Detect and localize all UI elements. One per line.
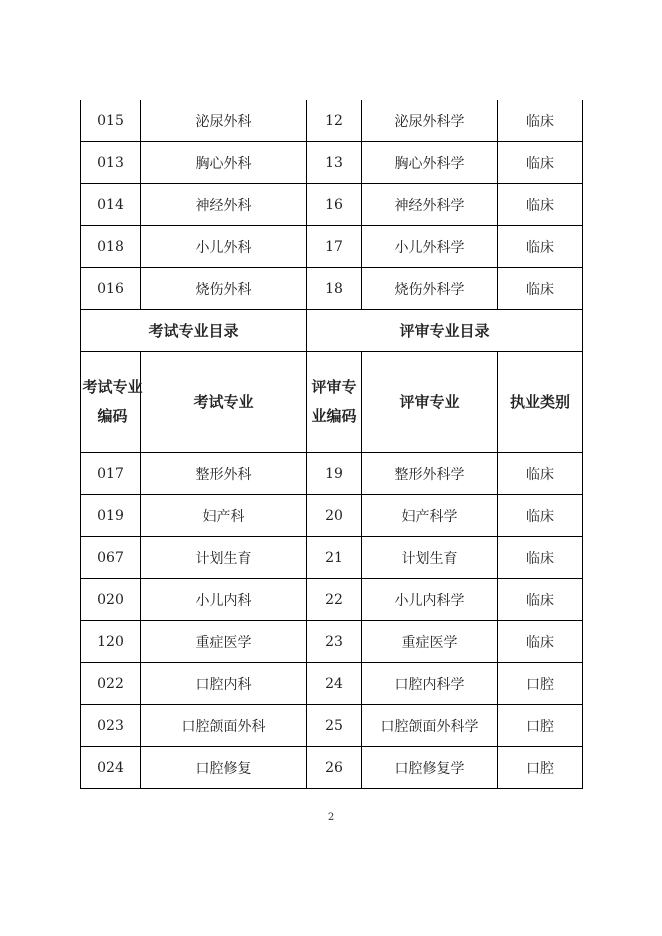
review-code-cell: 16 <box>307 184 362 226</box>
table-row <box>81 495 583 537</box>
review-major-cell: 烧伤外科学 <box>362 268 498 310</box>
exam-major-cell: 口腔内科 <box>141 663 307 705</box>
exam-major-cell: 整形外科 <box>141 453 307 495</box>
review-major-cell: 妇产科学 <box>362 495 498 537</box>
exam-major-cell: 泌尿外科 <box>141 100 307 142</box>
review-major-cell: 胸心外科学 <box>362 142 498 184</box>
category-cell: 临床 <box>498 453 583 495</box>
exam-code-cell: 015 <box>81 100 141 142</box>
exam-major-cell: 重症医学 <box>141 621 307 663</box>
review-major-cell: 口腔颌面外科学 <box>362 705 498 747</box>
header-exam-major: 考试专业 <box>141 352 307 453</box>
table-row <box>81 705 583 747</box>
category-cell: 口腔 <box>498 663 583 705</box>
category-cell: 临床 <box>498 268 583 310</box>
category-cell: 临床 <box>498 226 583 268</box>
header-exam-code-label: 考试专业编码 <box>82 378 143 425</box>
table-row <box>81 621 583 663</box>
page-number: 2 <box>327 812 335 823</box>
table-row <box>81 747 583 789</box>
category-cell: 临床 <box>498 184 583 226</box>
header-category: 执业类别 <box>498 352 583 453</box>
review-code-cell: 20 <box>307 495 362 537</box>
exam-major-cell: 小儿外科 <box>141 226 307 268</box>
section-title-row <box>81 310 583 352</box>
specialty-catalog-table <box>80 100 583 789</box>
exam-code-cell: 016 <box>81 268 141 310</box>
header-review-major: 评审专业 <box>362 352 498 453</box>
exam-code-cell: 020 <box>81 579 141 621</box>
review-code-cell: 23 <box>307 621 362 663</box>
table-row <box>81 579 583 621</box>
exam-code-cell: 014 <box>81 184 141 226</box>
exam-major-cell: 烧伤外科 <box>141 268 307 310</box>
table-row <box>81 142 583 184</box>
review-code-cell: 24 <box>307 663 362 705</box>
review-catalog-title: 评审专业目录 <box>307 310 583 352</box>
exam-major-cell: 神经外科 <box>141 184 307 226</box>
table-row <box>81 100 583 142</box>
category-cell: 临床 <box>498 142 583 184</box>
exam-code-cell: 013 <box>81 142 141 184</box>
exam-major-cell: 计划生育 <box>141 537 307 579</box>
exam-major-cell: 口腔颌面外科 <box>141 705 307 747</box>
review-code-cell: 19 <box>307 453 362 495</box>
header-review-code-label: 评审专业编码 <box>311 378 357 425</box>
category-cell: 临床 <box>498 537 583 579</box>
review-code-cell: 22 <box>307 579 362 621</box>
table-row <box>81 453 583 495</box>
review-major-cell: 小儿内科学 <box>362 579 498 621</box>
review-code-cell: 13 <box>307 142 362 184</box>
exam-major-cell: 妇产科 <box>141 495 307 537</box>
table-row <box>81 184 583 226</box>
review-code-cell: 17 <box>307 226 362 268</box>
category-cell: 临床 <box>498 495 583 537</box>
category-cell: 口腔 <box>498 747 583 789</box>
exam-catalog-title: 考试专业目录 <box>81 310 307 352</box>
table-row <box>81 537 583 579</box>
exam-major-cell: 小儿内科 <box>141 579 307 621</box>
exam-code-cell: 019 <box>81 495 141 537</box>
table-row <box>81 226 583 268</box>
exam-code-cell: 023 <box>81 705 141 747</box>
category-cell: 口腔 <box>498 705 583 747</box>
review-code-cell: 25 <box>307 705 362 747</box>
exam-major-cell: 胸心外科 <box>141 142 307 184</box>
exam-code-cell: 018 <box>81 226 141 268</box>
exam-code-cell: 067 <box>81 537 141 579</box>
exam-code-cell: 017 <box>81 453 141 495</box>
review-major-cell: 整形外科学 <box>362 453 498 495</box>
exam-code-cell: 024 <box>81 747 141 789</box>
review-major-cell: 重症医学 <box>362 621 498 663</box>
exam-major-cell: 口腔修复 <box>141 747 307 789</box>
header-exam-code <box>81 352 141 453</box>
review-major-cell: 泌尿外科学 <box>362 100 498 142</box>
review-code-cell: 21 <box>307 537 362 579</box>
exam-code-cell: 120 <box>81 621 141 663</box>
review-major-cell: 计划生育 <box>362 537 498 579</box>
review-major-cell: 口腔修复学 <box>362 747 498 789</box>
review-code-cell: 12 <box>307 100 362 142</box>
table-row <box>81 663 583 705</box>
review-major-cell: 神经外科学 <box>362 184 498 226</box>
category-cell: 临床 <box>498 100 583 142</box>
review-code-cell: 18 <box>307 268 362 310</box>
column-header-row <box>81 352 583 453</box>
exam-code-cell: 022 <box>81 663 141 705</box>
table-row <box>81 268 583 310</box>
review-major-cell: 口腔内科学 <box>362 663 498 705</box>
category-cell: 临床 <box>498 621 583 663</box>
review-code-cell: 26 <box>307 747 362 789</box>
specialty-catalog-table-wrap <box>80 100 582 789</box>
header-review-code <box>307 352 362 453</box>
category-cell: 临床 <box>498 579 583 621</box>
review-major-cell: 小儿外科学 <box>362 226 498 268</box>
